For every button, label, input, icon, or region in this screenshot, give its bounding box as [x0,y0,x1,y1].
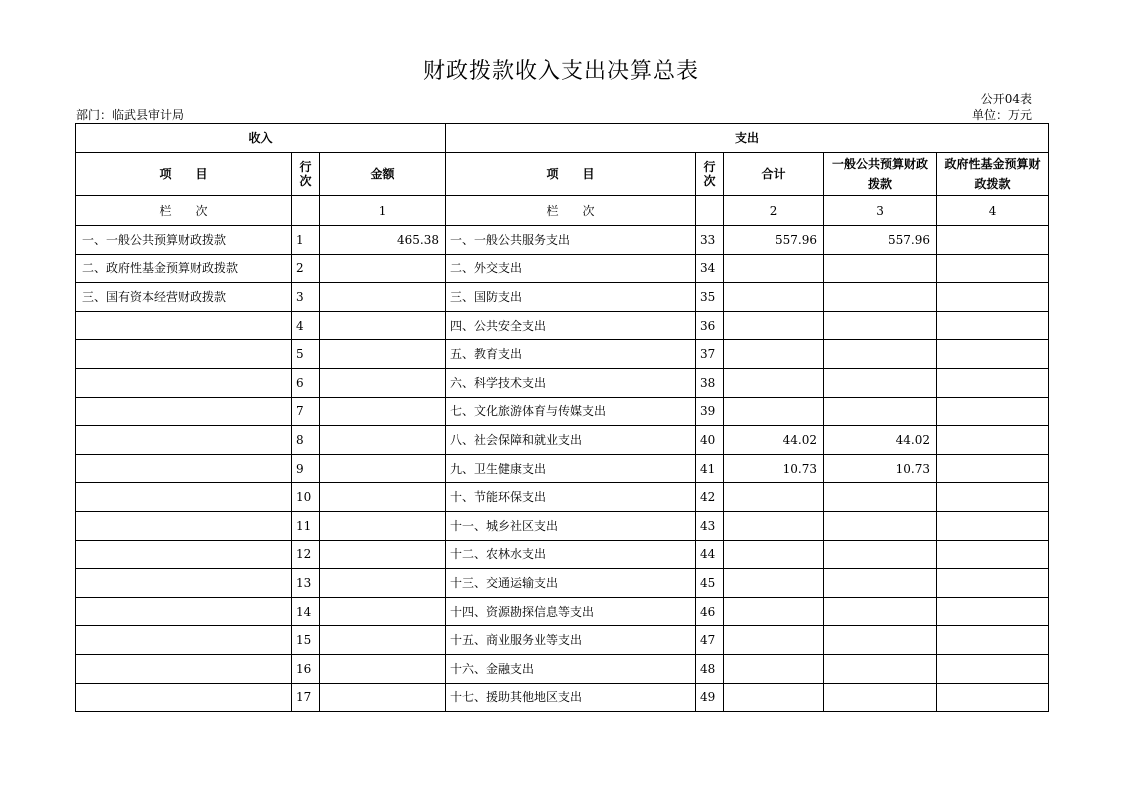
budget-summary-table [75,123,1049,712]
expense-item: 十七、援助其他地区支出 [446,683,696,712]
column-label-left: 栏 次 [76,196,292,226]
gov-fund-amount [937,226,1049,255]
income-line-no: 14 [292,597,320,626]
income-item [76,340,292,369]
income-line-no: 7 [292,397,320,426]
expense-line-no: 46 [696,597,724,626]
department-label: 部门：临武县审计局 [76,108,185,122]
expense-total: 44.02 [724,426,824,455]
expense-line-no: 35 [696,283,724,312]
expense-total [724,397,824,426]
header-row-columns [76,153,1049,196]
income-item [76,311,292,340]
expense-line-no: 40 [696,426,724,455]
table-row [76,511,1049,540]
income-amount [320,483,446,512]
gov-fund-amount [937,683,1049,712]
expense-item: 十一、城乡社区支出 [446,511,696,540]
general-budget-amount [824,340,937,369]
income-item [76,569,292,598]
expense-item: 十六、金融支出 [446,654,696,683]
column-number-4: 4 [937,196,1049,226]
income-item [76,654,292,683]
expense-item: 五、教育支出 [446,340,696,369]
expense-line-no: 34 [696,254,724,283]
table-row [76,597,1049,626]
table-row [76,626,1049,655]
gov-fund-amount [937,368,1049,397]
expense-total: 557.96 [724,226,824,255]
expense-total [724,340,824,369]
income-amount [320,540,446,569]
expense-line-no: 42 [696,483,724,512]
table-row [76,254,1049,283]
expense-total [724,654,824,683]
expense-total [724,683,824,712]
income-line-no: 8 [292,426,320,455]
table-row [76,483,1049,512]
general-budget-header: 一般公共预算财政拨款 [824,153,937,196]
gov-fund-amount [937,569,1049,598]
page-title: 财政拨款收入支出决算总表 [422,59,699,84]
income-line-no: 2 [292,254,320,283]
table-row [76,311,1049,340]
gov-fund-amount [937,397,1049,426]
income-line-no: 11 [292,511,320,540]
expense-line-no: 33 [696,226,724,255]
column-blank-right [696,196,724,226]
expense-line-no: 37 [696,340,724,369]
general-budget-amount [824,483,937,512]
column-blank-left [292,196,320,226]
expense-total [724,540,824,569]
expense-item: 二、外交支出 [446,254,696,283]
general-budget-amount: 557.96 [824,226,937,255]
general-budget-amount [824,569,937,598]
general-budget-amount: 10.73 [824,454,937,483]
income-amount [320,311,446,340]
expense-item: 十五、商业服务业等支出 [446,626,696,655]
expense-line-no: 43 [696,511,724,540]
expense-line-no: 44 [696,540,724,569]
general-budget-amount [824,311,937,340]
income-item-header: 项 目 [76,153,292,196]
column-number-3: 3 [824,196,937,226]
general-budget-amount [824,654,937,683]
table-row [76,683,1049,712]
expense-item: 九、卫生健康支出 [446,454,696,483]
table-row [76,340,1049,369]
income-line-no: 1 [292,226,320,255]
general-budget-amount [824,511,937,540]
table-row [76,283,1049,312]
expense-total [724,311,824,340]
expense-item: 十三、交通运输支出 [446,569,696,598]
income-amount [320,597,446,626]
column-label-right: 栏 次 [446,196,696,226]
expense-line-no: 47 [696,626,724,655]
general-budget-amount [824,283,937,312]
income-amount: 465.38 [320,226,446,255]
income-line-no: 4 [292,311,320,340]
gov-fund-amount [937,654,1049,683]
income-item [76,483,292,512]
income-item [76,683,292,712]
gov-fund-amount [937,626,1049,655]
expense-total [724,368,824,397]
general-budget-amount: 44.02 [824,426,937,455]
total-header: 合计 [724,153,824,196]
income-amount [320,454,446,483]
unit-label: 单位：万元 [971,108,1032,122]
general-budget-amount [824,597,937,626]
expense-total [724,569,824,598]
income-item [76,540,292,569]
income-amount [320,426,446,455]
expense-line-no: 45 [696,569,724,598]
expense-line-no: 48 [696,654,724,683]
column-number-row [76,196,1049,226]
income-line-no: 5 [292,340,320,369]
table-row [76,368,1049,397]
expense-total [724,254,824,283]
gov-fund-header: 政府性基金预算财政拨款 [937,153,1049,196]
expense-item: 一、一般公共服务支出 [446,226,696,255]
income-item: 三、国有资本经营财政拨款 [76,283,292,312]
income-item [76,454,292,483]
table-row [76,426,1049,455]
income-amount [320,511,446,540]
gov-fund-amount [937,254,1049,283]
income-item: 二、政府性基金预算财政拨款 [76,254,292,283]
income-line-no: 17 [292,683,320,712]
expense-item: 十、节能环保支出 [446,483,696,512]
table-row [76,454,1049,483]
income-item [76,597,292,626]
income-amount [320,254,446,283]
expense-item: 七、文化旅游体育与传媒支出 [446,397,696,426]
income-line-no: 9 [292,454,320,483]
income-amount [320,283,446,312]
general-budget-amount [824,368,937,397]
income-amount [320,626,446,655]
income-item [76,511,292,540]
general-budget-amount [824,540,937,569]
income-row-no-header: 行次 [292,153,320,196]
table-row [76,569,1049,598]
income-line-no: 6 [292,368,320,397]
table-row [76,540,1049,569]
gov-fund-amount [937,540,1049,569]
expense-item: 八、社会保障和就业支出 [446,426,696,455]
income-item [76,426,292,455]
income-amount [320,368,446,397]
general-budget-amount [824,626,937,655]
form-number: 公开04表 [980,92,1032,106]
column-number-1: 1 [320,196,446,226]
income-line-no: 10 [292,483,320,512]
income-item [76,397,292,426]
general-budget-amount [824,254,937,283]
income-line-no: 13 [292,569,320,598]
expense-item: 十二、农林水支出 [446,540,696,569]
income-amount [320,397,446,426]
table-row [76,397,1049,426]
expense-total [724,597,824,626]
gov-fund-amount [937,454,1049,483]
gov-fund-amount [937,426,1049,455]
expense-line-no: 38 [696,368,724,397]
expense-total [724,483,824,512]
expense-line-no: 36 [696,311,724,340]
income-amount [320,569,446,598]
income-amount [320,340,446,369]
general-budget-amount [824,397,937,426]
gov-fund-amount [937,483,1049,512]
gov-fund-amount [937,511,1049,540]
expense-header: 支出 [446,124,1049,153]
income-item: 一、一般公共预算财政拨款 [76,226,292,255]
expense-total [724,283,824,312]
income-line-no: 12 [292,540,320,569]
table-row [76,226,1049,255]
income-amount [320,654,446,683]
income-item [76,368,292,397]
amount-header: 金额 [320,153,446,196]
gov-fund-amount [937,340,1049,369]
income-line-no: 15 [292,626,320,655]
expense-total: 10.73 [724,454,824,483]
general-budget-amount [824,683,937,712]
column-number-2: 2 [724,196,824,226]
expense-total [724,626,824,655]
income-header: 收入 [76,124,446,153]
expense-item: 四、公共安全支出 [446,311,696,340]
expense-item: 十四、资源勘探信息等支出 [446,597,696,626]
expense-line-no: 39 [696,397,724,426]
expense-line-no: 41 [696,454,724,483]
expense-total [724,511,824,540]
table-row [76,654,1049,683]
gov-fund-amount [937,597,1049,626]
expense-item-header: 项 目 [446,153,696,196]
income-item [76,626,292,655]
gov-fund-amount [937,283,1049,312]
expense-item: 六、科学技术支出 [446,368,696,397]
expense-row-no-header: 行次 [696,153,724,196]
income-amount [320,683,446,712]
income-line-no: 3 [292,283,320,312]
expense-item: 三、国防支出 [446,283,696,312]
expense-line-no: 49 [696,683,724,712]
income-line-no: 16 [292,654,320,683]
gov-fund-amount [937,311,1049,340]
header-row-sections [76,124,1049,153]
